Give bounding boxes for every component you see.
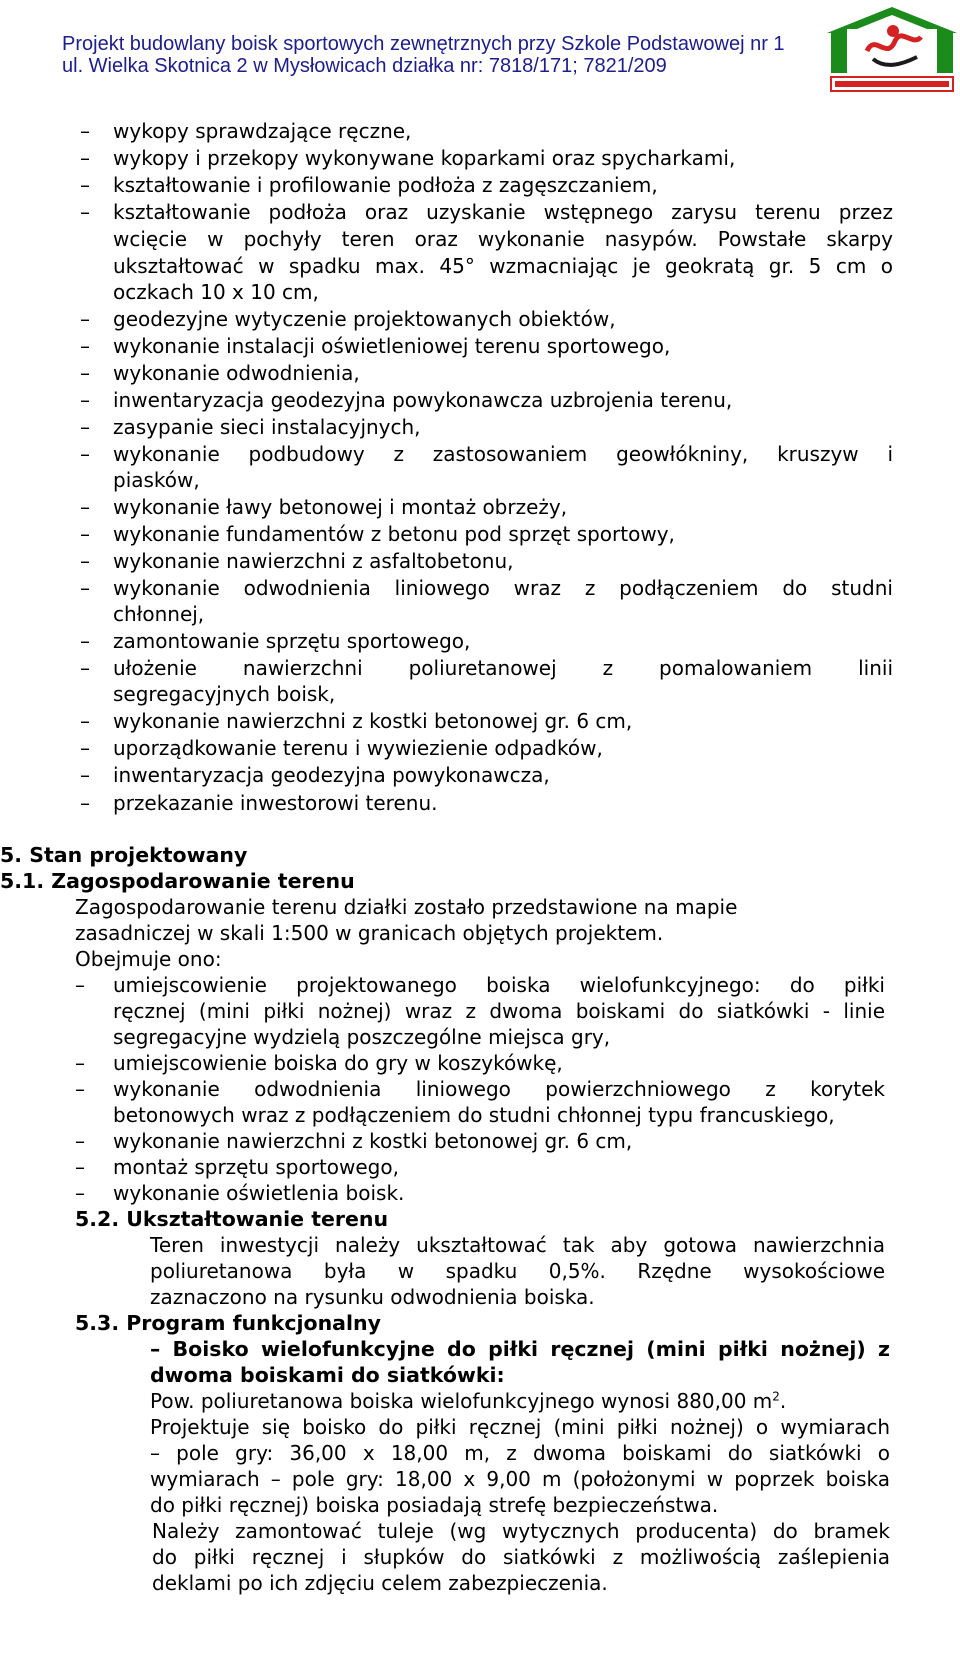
list-item: przekazanie inwestorowi terenu. [113, 791, 438, 815]
list-item: wykopy sprawdzające ręczne, [113, 119, 412, 143]
paragraph-line: Projektuje się boisko do piłki ręcznej (mini piłki nożnej) o wymiarach [150, 1415, 890, 1439]
list-item: kształtowanie podłoża oraz uzyskanie wstępnego zarysu terenu przez [113, 200, 893, 224]
list-item: wykonanie nawierzchni z kostki betonowej gr. 6 cm, [113, 709, 633, 733]
subsection-heading: 5.1. Zagospodarowanie terenu [0, 869, 355, 893]
list-bullet: – [80, 361, 90, 385]
area-text: Pow. poliuretanowa boiska wielofunkcyjnego wynosi 880,00 m [150, 1389, 773, 1413]
list-item-continuation: ręcznej (mini piłki nożnej) wraz z dwoma boiskami do siatkówki - linie [113, 999, 885, 1023]
list-item-continuation: betonowych wraz z podłączeniem do studni chłonnej typu francuskiego, [113, 1103, 835, 1127]
paragraph-line: deklami po ich zdjęciu celem zabezpieczenia. [152, 1571, 608, 1595]
paragraph-line: zasadniczej w skali 1:500 w granicach objętych projektem. [75, 921, 664, 945]
page-header [0, 0, 960, 100]
list-item: wykonanie odwodnienia liniowego wraz z podłączeniem do studni [113, 576, 893, 600]
list-bullet: – [80, 307, 90, 331]
list-item: wykonanie odwodnienia liniowego powierzchniowego z korytek [113, 1077, 885, 1101]
paragraph-line: wymiarach – pole gry: 18,00 x 9,00 m (położonymi w poprzek boiska [150, 1467, 890, 1491]
subsection-heading: 5.2. Ukształtowanie terenu [75, 1207, 389, 1231]
paragraph-line: Teren inwestycji należy ukształtować tak aby gotowa nawierzchnia [150, 1233, 885, 1257]
list-bullet: – [80, 442, 90, 466]
list-item-continuation: segregacyjne wydzielą poszczególne miejsca gry, [113, 1025, 611, 1049]
list-bullet: – [80, 656, 90, 680]
paragraph-line: zaznaczono na rysunku odwodnienia boiska. [150, 1285, 595, 1309]
list-bullet: – [80, 173, 90, 197]
section-heading: 5. Stan projektowany [0, 843, 248, 867]
list-bullet: – [80, 522, 90, 546]
subsection-heading: 5.3. Program funkcjonalny [75, 1311, 381, 1335]
paragraph-line: Zagospodarowanie terenu działki zostało przedstawione na mapie [75, 895, 738, 919]
list-item: montaż sprzętu sportowego, [113, 1155, 399, 1179]
list-bullet: – [80, 629, 90, 653]
paragraph-line: do piłki ręcznej) boiska posiadają strefę bezpieczeństwa. [150, 1493, 719, 1517]
list-bullet: – [75, 1077, 85, 1101]
list-bullet: – [80, 334, 90, 358]
list-item-continuation: piasków, [113, 468, 200, 492]
list-bullet: – [80, 146, 90, 170]
list-item: umiejscowienie boiska do gry w koszykówkę, [113, 1051, 563, 1075]
list-item: inwentaryzacja geodezyjna powykonawcza, [113, 763, 550, 787]
paragraph-line [150, 1388, 786, 1415]
list-bullet: – [80, 388, 90, 412]
list-item-continuation: ukształtować w spadku max. 45° wzmacniając je geokratą gr. 5 cm o [113, 254, 893, 278]
list-bullet: – [80, 791, 90, 815]
list-bullet: – [80, 119, 90, 143]
list-item-continuation: oczkach 10 x 10 cm, [113, 280, 319, 304]
list-bullet: – [75, 973, 85, 997]
bold-subtitle: – Boisko wielofunkcyjne do piłki ręcznej (mini piłki nożnej) z [150, 1337, 890, 1361]
paragraph-line: poliuretanowa była w spadku 0,5%. Rzędne wysokościowe [150, 1259, 885, 1283]
list-item: wykopy i przekopy wykonywane koparkami oraz spycharkami, [113, 146, 736, 170]
list-bullet: – [75, 1051, 85, 1075]
bold-subtitle: dwoma boiskami do siatkówki: [150, 1363, 505, 1387]
list-bullet: – [75, 1181, 85, 1205]
list-item: zasypanie sieci instalacyjnych, [113, 415, 421, 439]
list-item: wykonanie nawierzchni z kostki betonowej gr. 6 cm, [113, 1129, 633, 1153]
period: . [779, 1389, 787, 1413]
paragraph-line: Obejmuje ono: [75, 947, 222, 971]
list-bullet: – [80, 549, 90, 573]
superscript: 2 [772, 1389, 780, 1404]
list-item: inwentaryzacja geodezyjna powykonawcza uzbrojenia terenu, [113, 388, 733, 412]
list-item: wykonanie fundamentów z betonu pod sprzęt sportowy, [113, 522, 675, 546]
list-bullet: – [75, 1129, 85, 1153]
list-item-continuation: segregacyjnych boisk, [113, 682, 336, 706]
list-item: wykonanie instalacji oświetleniowej terenu sportowego, [113, 334, 671, 358]
list-bullet: – [80, 709, 90, 733]
paragraph-line: Należy zamontować tuleje (wg wytycznych producenta) do bramek [152, 1519, 890, 1543]
list-item-continuation: wcięcie w pochyły teren oraz wykonanie nasypów. Powstałe skarpy [113, 227, 893, 251]
list-bullet: – [80, 763, 90, 787]
list-bullet: – [80, 576, 90, 600]
header-address: ul. Wielka Skotnica 2 w Mysłowicach działka nr: 7818/171; 7821/209 [62, 55, 667, 77]
list-item: umiejscowienie projektowanego boiska wielofunkcyjnego: do piłki [113, 973, 885, 997]
list-bullet: – [80, 495, 90, 519]
list-item-continuation: chłonnej, [113, 602, 205, 626]
list-item: wykonanie nawierzchni z asfaltobetonu, [113, 549, 514, 573]
header-project-title: Projekt budowlany boisk sportowych zewnętrznych przy Szkole Podstawowej nr 1 [62, 33, 785, 55]
list-item: wykonanie ławy betonowej i montaż obrzeży, [113, 495, 568, 519]
list-item: wykonanie odwodnienia, [113, 361, 360, 385]
list-item: kształtowanie i profilowanie podłoża z zagęszczaniem, [113, 173, 658, 197]
list-item: wykonanie podbudowy z zastosowaniem geowłókniny, kruszyw i [113, 442, 893, 466]
list-item: uporządkowanie terenu i wywiezienie odpadków, [113, 736, 603, 760]
list-item: zamontowanie sprzętu sportowego, [113, 629, 471, 653]
list-bullet: – [75, 1155, 85, 1179]
paragraph-line: – pole gry: 36,00 x 18,00 m, z dwoma boiskami do siatkówki o [150, 1441, 890, 1465]
list-item: wykonanie oświetlenia boisk. [113, 1181, 405, 1205]
school-logo [825, 3, 959, 94]
list-bullet: – [80, 415, 90, 439]
list-item: ułożenie nawierzchni poliuretanowej z pomalowaniem linii [113, 656, 893, 680]
list-bullet: – [80, 736, 90, 760]
list-bullet: – [80, 200, 90, 224]
list-item: geodezyjne wytyczenie projektowanych obiektów, [113, 307, 616, 331]
paragraph-line: do piłki ręcznej i słupków do siatkówki z możliwością zaślepienia [152, 1545, 890, 1569]
